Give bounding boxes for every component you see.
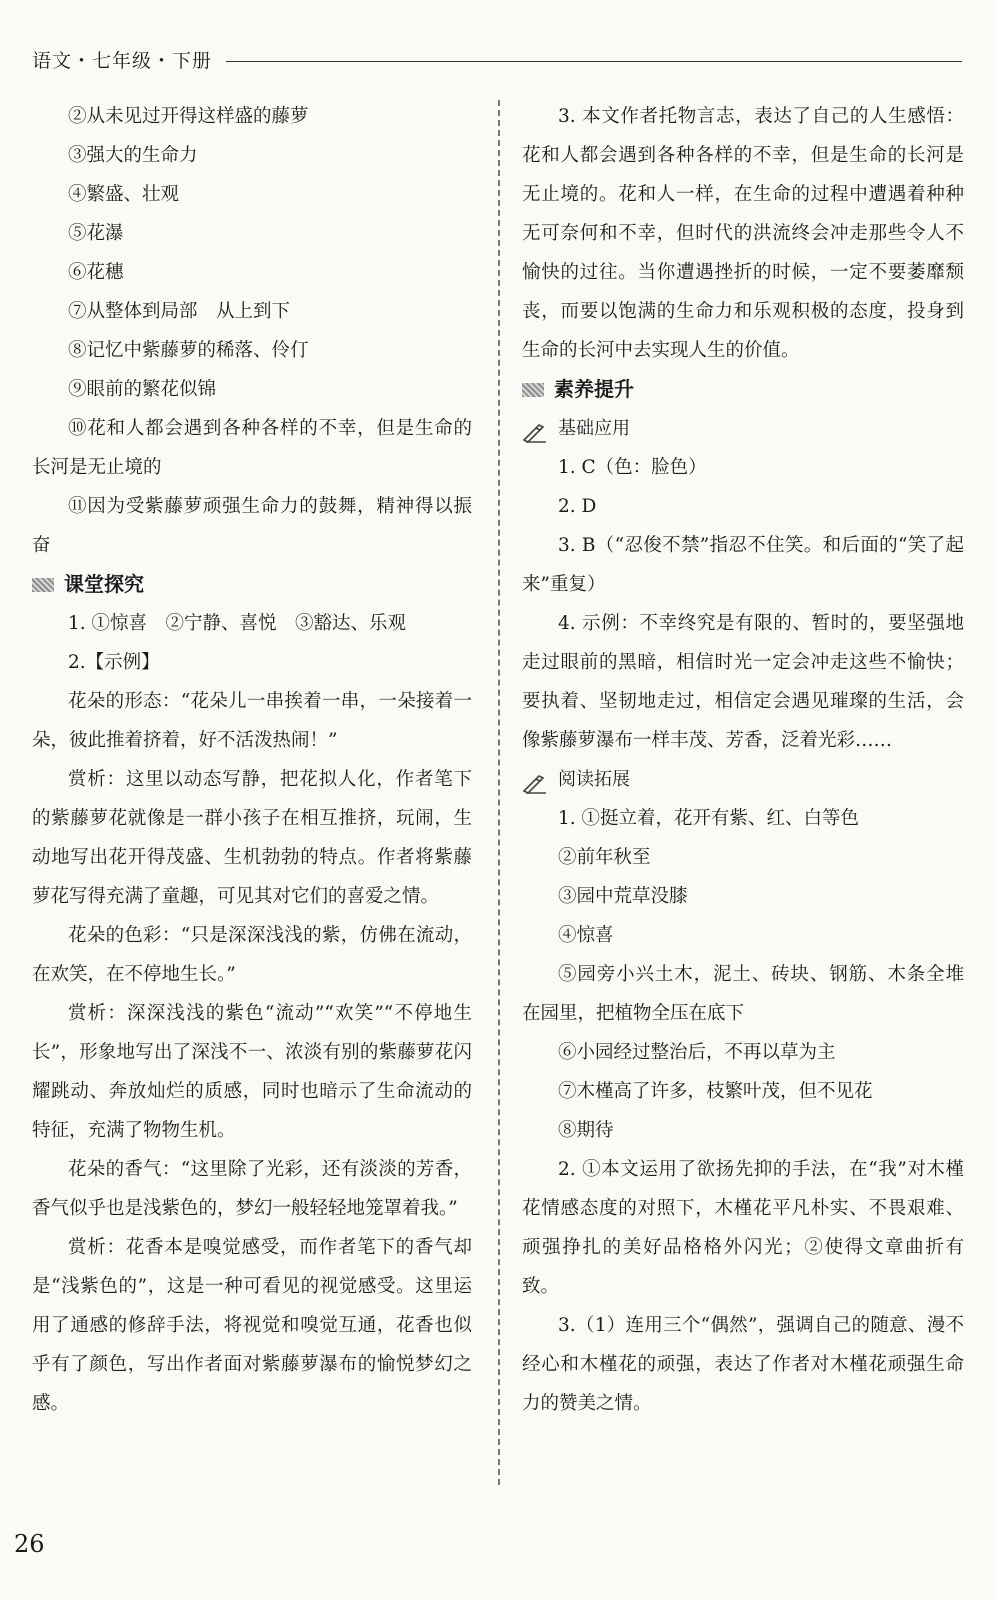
answer-line: ②从未见过开得这样盛的藤萝 <box>68 106 309 127</box>
answer-line: ③强大的生命力 <box>68 145 198 166</box>
subsection-title: 基础应用 <box>558 418 630 439</box>
answer-paragraph: 3.（1）连用三个“偶然”，强调自己的随意、漫不经心和木槿花的顽强，表达了作者对木槿花顽强生命力的赞美之情。 <box>522 1315 964 1414</box>
answer-line: ⑨眼前的繁花似锦 <box>68 379 217 400</box>
subsection-heading-jichu <box>522 409 964 448</box>
page-header <box>32 44 962 74</box>
answer-paragraph: 赏析：这里以动态写静，把花拟人化，作者笔下的紫藤萝花就像是一群小孩子在相互推挤，玩闹，生动地写出花开得茂盛、生机勃勃的特点。作者将紫藤萝花写得充满了童趣，可见其对它们的喜爱之情。 <box>32 769 472 907</box>
pencil-icon <box>522 419 548 439</box>
answer-paragraph: 花朵的香气：“这里除了光彩，还有淡淡的芳香，香气似乎也是浅紫色的，梦幻一般轻轻地笼罩着我。” <box>32 1159 472 1219</box>
answer-line: ⑥花穗 <box>68 262 124 283</box>
answer-line: ⑩花和人都会遇到各种各样的不幸，但是生命的长河是无止境的 <box>32 418 472 478</box>
answer-line: 1. ①惊喜 ②宁静、喜悦 ③豁达、乐观 <box>68 613 407 634</box>
answer-line: ④繁盛、壮观 <box>68 184 180 205</box>
answer-line: ⑧记忆中紫藤萝的稀落、伶仃 <box>68 340 309 361</box>
section-heading-suyang <box>522 370 964 409</box>
answer-paragraph: 花朵的形态：“花朵儿一串挨着一串，一朵接着一朵，彼此推着挤着，好不活泼热闹！” <box>32 691 472 751</box>
answer-paragraph: 3. B（“忍俊不禁”指忍不住笑。和后面的“笑了起来”重复） <box>522 535 964 595</box>
answer-paragraph: 花朵的色彩：“只是深深浅浅的紫，仿佛在流动，在欢笑，在不停地生长。” <box>32 925 472 985</box>
header-title: 语文・七年级・下册 <box>32 49 213 72</box>
page-number: 26 <box>14 1530 45 1558</box>
answer-line: ⑪因为受紫藤萝顽强生命力的鼓舞，精神得以振奋 <box>32 496 472 556</box>
section-heading-ketang <box>32 565 472 604</box>
subsection-title: 阅读拓展 <box>558 769 630 790</box>
answer-line: 2. D <box>558 496 597 517</box>
answer-paragraph: 4. 示例：不幸终究是有限的、暂时的，要坚强地走过眼前的黑暗，相信时光一定会冲走这些不愉快；要执着、坚韧地走过，相信定会遇见璀璨的生活，会像紫藤萝瀑布一样丰茂、芳香，泛着光彩…… <box>522 613 964 751</box>
header-rule <box>226 61 962 62</box>
answer-line: ⑦从整体到局部 从上到下 <box>68 301 291 322</box>
answer-paragraph: ⑤园旁小兴土木，泥土、砖块、钢筋、木条全堆在园里，把植物全压在底下 <box>522 964 964 1024</box>
pencil-icon <box>522 770 548 790</box>
section-marker-icon <box>32 578 54 592</box>
answer-paragraph: 赏析：深深浅浅的紫色“流动”“欢笑”“不停地生长”，形象地写出了深浅不一、浓淡有别的紫藤萝花闪耀跳动、奔放灿烂的质感，同时也暗示了生命流动的特征，充满了物物生机。 <box>32 1003 472 1141</box>
answer-line: ⑦木槿高了许多，枝繁叶茂，但不见花 <box>558 1081 873 1102</box>
answer-line: ④惊喜 <box>558 925 614 946</box>
answer-line: ⑥小园经过整治后，不再以草为主 <box>558 1042 836 1063</box>
answer-line: ②前年秋至 <box>558 847 651 868</box>
answer-line: 1. ①挺立着，花开有紫、红、白等色 <box>558 808 860 829</box>
section-title: 课堂探究 <box>64 572 144 596</box>
answer-line: ③园中荒草没膝 <box>558 886 688 907</box>
answer-line: 2.【示例】 <box>68 652 160 673</box>
section-title: 素养提升 <box>554 377 634 401</box>
right-column <box>522 97 964 1423</box>
answer-line: ⑧期待 <box>558 1120 614 1141</box>
subsection-heading-yuedu <box>522 760 964 799</box>
section-marker-icon <box>522 383 544 397</box>
answer-paragraph: 3. 本文作者托物言志，表达了自己的人生感悟：花和人都会遇到各种各样的不幸，但是生命的长河是无止境的。花和人一样，在生命的过程中遭遇着种种无可奈何和不幸，但时代的洪流终会冲走那些令人不愉快的过往。当你遭遇挫折的时候，一定不要萎靡颓丧，而要以饱满的生命力和乐观积极的态度，投身到生命的长河中去实现人生的价值。 <box>522 106 964 361</box>
answer-line: 1. C（色：脸色） <box>558 457 707 478</box>
left-column <box>32 97 472 1423</box>
answer-paragraph: 赏析：花香本是嗅觉感受，而作者笔下的香气却是“浅紫色的”，这是一种可看见的视觉感受。这里运用了通感的修辞手法，将视觉和嗅觉互通，花香也似乎有了颜色，写出作者面对紫藤萝瀑布的愉悦梦幻之感。 <box>32 1237 472 1414</box>
column-divider <box>498 100 500 1485</box>
answer-line: ⑤花瀑 <box>68 223 124 244</box>
answer-paragraph: 2. ①本文运用了欲扬先抑的手法，在“我”对木槿花情感态度的对照下，木槿花平凡朴实、不畏艰难、顽强挣扎的美好品格格外闪光；②使得文章曲折有致。 <box>522 1159 964 1297</box>
